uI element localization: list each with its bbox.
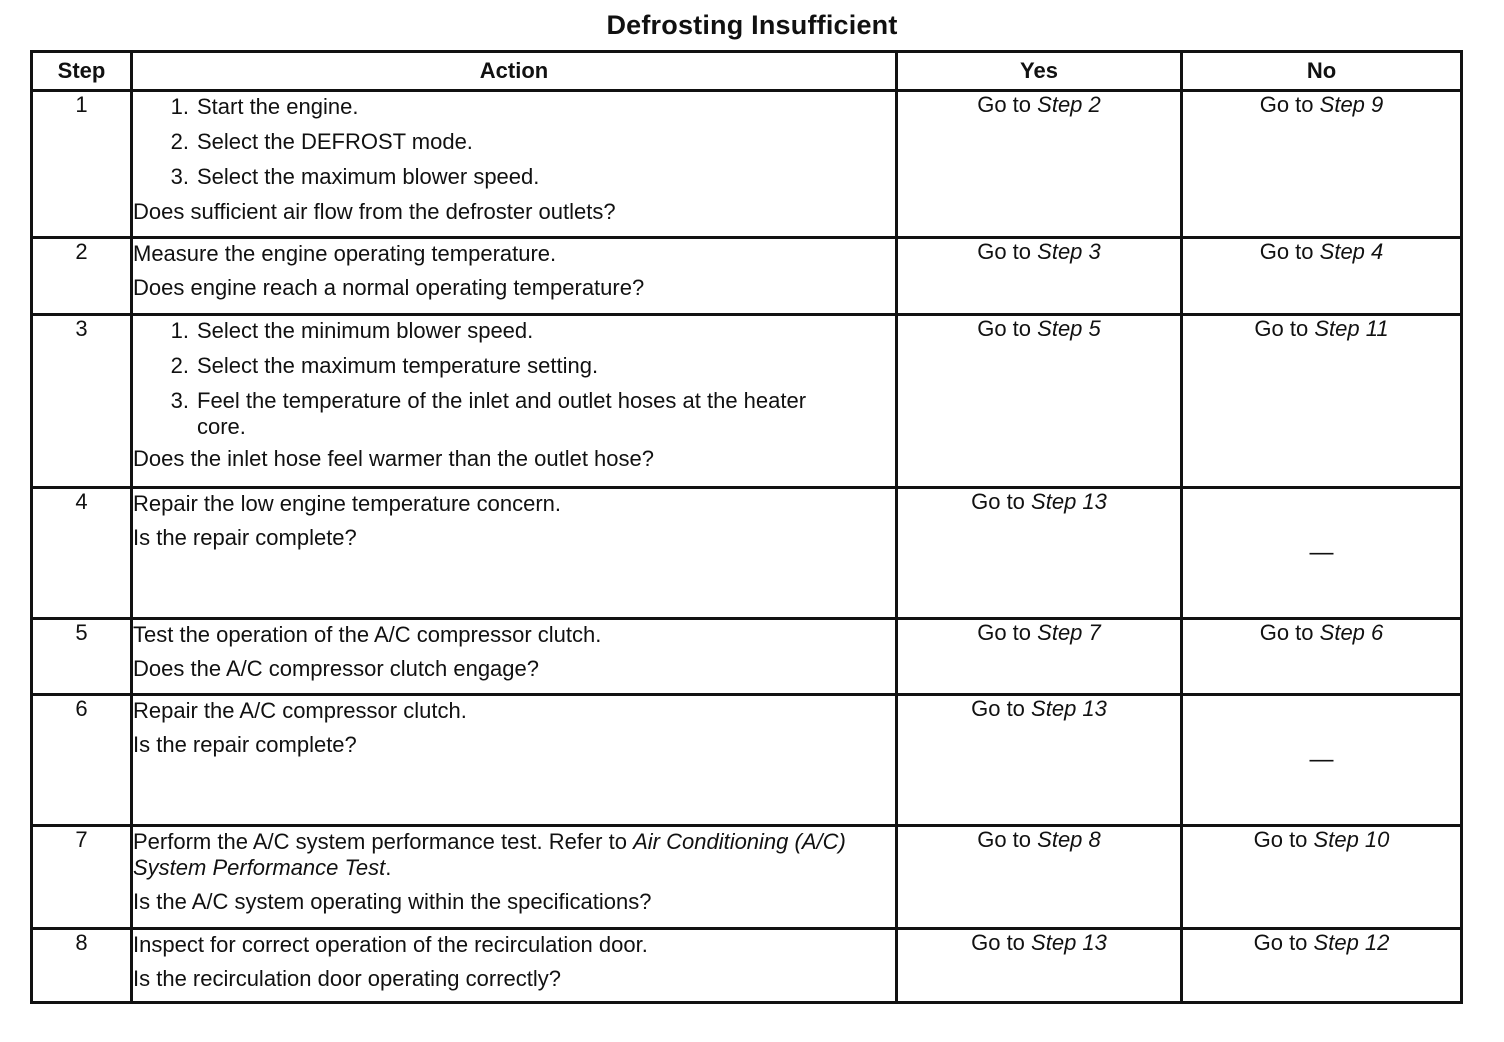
yes-link[interactable]: Step 5 xyxy=(1037,316,1101,341)
yes-link[interactable]: Step 13 xyxy=(1031,489,1107,514)
action-cell xyxy=(132,488,897,619)
instruction-text: Repair the low engine temperature concern. xyxy=(133,491,562,516)
no-link[interactable]: Step 12 xyxy=(1313,930,1390,955)
list-item: 2. Select the DEFROST mode. xyxy=(170,129,473,154)
no-cell: Go to Step 6 xyxy=(1182,619,1462,695)
table-row xyxy=(32,238,1462,315)
yes-cell: Go to Step 7 xyxy=(897,619,1182,695)
table-row xyxy=(32,619,1462,695)
step-number: 6 xyxy=(32,695,132,826)
yes-link[interactable]: Step 13 xyxy=(1031,696,1107,721)
instruction-text: Repair the A/C compressor clutch. xyxy=(133,698,467,723)
table-row xyxy=(32,488,1462,619)
list-item: 3. Feel the temperature of the inlet and outlet hoses at the heater core. xyxy=(170,388,807,439)
no-cell: Go to Step 11 xyxy=(1182,315,1462,488)
header-row xyxy=(32,52,1462,91)
instruction-text: Perform the A/C system performance test. Refer to Air Conditioning (A/C) System Performance Test. xyxy=(133,829,846,880)
instruction-text: Inspect for correct operation of the recirculation door. xyxy=(133,932,648,957)
no-link[interactable]: Step 10 xyxy=(1313,827,1390,852)
no-cell: Go to Step 10 xyxy=(1182,826,1462,929)
diagnostic-table xyxy=(30,50,1463,1004)
question-text: Is the repair complete? xyxy=(133,525,357,550)
action-list xyxy=(133,318,895,446)
yes-cell: Go to Step 3 xyxy=(897,238,1182,315)
step-number: 5 xyxy=(32,619,132,695)
action-cell xyxy=(132,619,897,695)
no-link[interactable]: Step 11 xyxy=(1314,316,1389,341)
action-cell xyxy=(132,826,897,929)
yes-cell: Go to Step 5 xyxy=(897,315,1182,488)
yes-link[interactable]: Step 7 xyxy=(1037,620,1101,645)
step-number: 8 xyxy=(32,929,132,1003)
question-text: Is the repair complete? xyxy=(133,732,357,757)
no-link[interactable]: Step 6 xyxy=(1319,620,1384,645)
step-number: 7 xyxy=(32,826,132,929)
action-cell xyxy=(132,91,897,238)
question-text: Is the A/C system operating within the specifications? xyxy=(133,889,652,914)
yes-link[interactable]: Step 3 xyxy=(1037,239,1101,264)
question-text: Is the recirculation door operating correctly? xyxy=(133,966,561,991)
list-item: 3. Select the maximum blower speed. xyxy=(170,164,540,189)
step-number: 1 xyxy=(32,91,132,238)
table-row xyxy=(32,695,1462,826)
yes-link[interactable]: Step 8 xyxy=(1037,827,1101,852)
list-item: 1. Select the minimum blower speed. xyxy=(170,318,534,343)
action-cell xyxy=(132,315,897,488)
header-no: No xyxy=(1182,52,1462,91)
step-number: 4 xyxy=(32,488,132,619)
yes-cell: Go to Step 8 xyxy=(897,826,1182,929)
no-cell: Go to Step 9 xyxy=(1182,91,1462,238)
instruction-text: Test the operation of the A/C compressor clutch. xyxy=(133,622,602,647)
no-cell: Go to Step 12 xyxy=(1182,929,1462,1003)
step-number: 2 xyxy=(32,238,132,315)
action-list xyxy=(133,94,895,199)
table-row xyxy=(32,91,1462,238)
no-dash: — xyxy=(1309,539,1334,566)
no-cell xyxy=(1182,488,1462,619)
list-item: 1. Start the engine. xyxy=(170,94,359,119)
reference-link[interactable]: Air Conditioning (A/C) System Performance Test xyxy=(133,829,846,880)
instruction-text: Measure the engine operating temperature. xyxy=(133,241,557,266)
list-item: 2. Select the maximum temperature setting. xyxy=(170,353,599,378)
question-text: Does engine reach a normal operating temperature? xyxy=(133,275,645,300)
header-yes: Yes xyxy=(897,52,1182,91)
yes-cell: Go to Step 13 xyxy=(897,488,1182,619)
yes-link[interactable]: Step 13 xyxy=(1031,930,1107,955)
yes-cell: Go to Step 13 xyxy=(897,929,1182,1003)
no-cell xyxy=(1182,695,1462,826)
action-cell xyxy=(132,695,897,826)
no-cell: Go to Step 4 xyxy=(1182,238,1462,315)
header-step: Step xyxy=(32,52,132,91)
step-number: 3 xyxy=(32,315,132,488)
no-link[interactable]: Step 4 xyxy=(1319,239,1384,264)
no-dash: — xyxy=(1309,746,1334,773)
action-cell xyxy=(132,929,897,1003)
header-action: Action xyxy=(132,52,897,91)
table-row xyxy=(32,826,1462,929)
question-text: Does the A/C compressor clutch engage? xyxy=(133,656,540,681)
table-row xyxy=(32,315,1462,488)
page-title: Defrosting Insufficient xyxy=(606,10,898,40)
action-cell xyxy=(132,238,897,315)
table-row xyxy=(32,929,1462,1003)
question-text: Does the inlet hose feel warmer than the outlet hose? xyxy=(133,446,654,471)
no-link[interactable]: Step 9 xyxy=(1319,92,1384,117)
question-text: Does sufficient air flow from the defroster outlets? xyxy=(133,199,616,224)
yes-cell: Go to Step 13 xyxy=(897,695,1182,826)
yes-cell: Go to Step 2 xyxy=(897,91,1182,238)
yes-link[interactable]: Step 2 xyxy=(1037,92,1101,117)
